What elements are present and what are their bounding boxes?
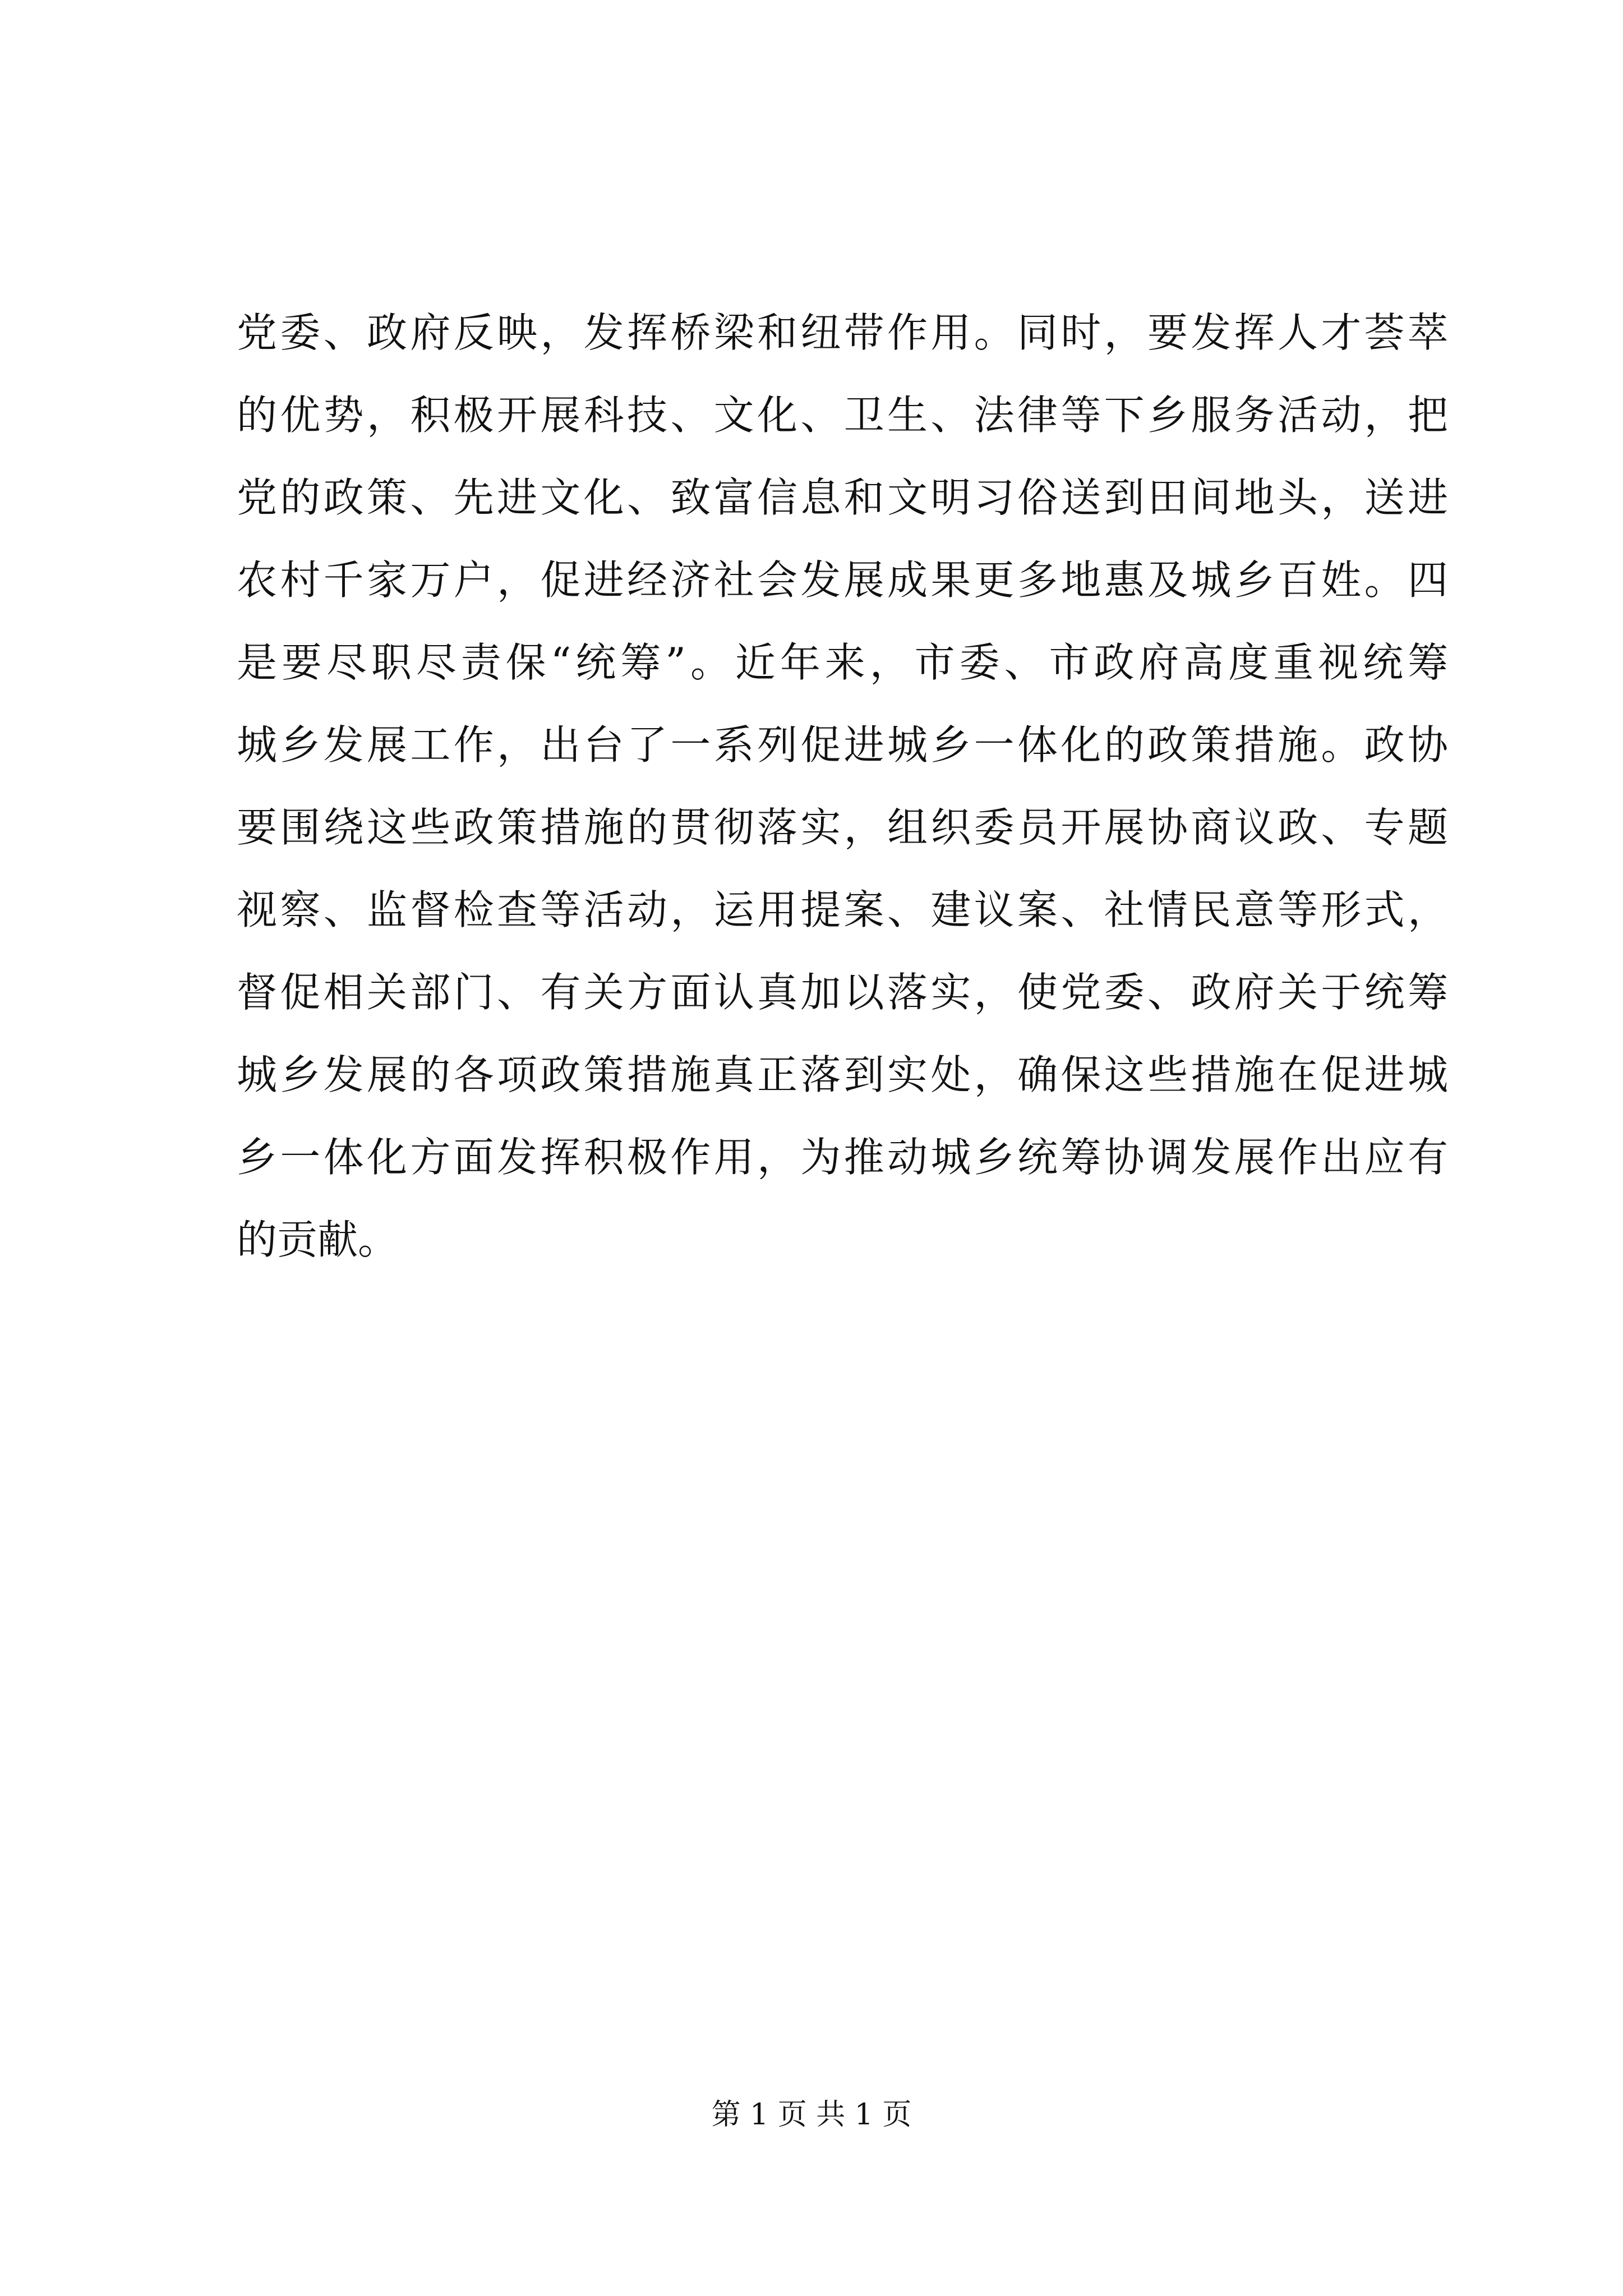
text-line: 党的政策、先进文化、致富信息和文明习俗送到田间地头，送进	[237, 474, 1448, 521]
text-line: 要围绕这些政策措施的贯彻落实，组织委员开展协商议政、专题	[237, 804, 1448, 851]
body-paragraph	[237, 292, 1448, 1281]
text-line: 党委、政府反映，发挥桥梁和纽带作用。同时，要发挥人才荟萃	[237, 309, 1448, 356]
text-line: 督促相关部门、有关方面认真加以落实，使党委、政府关于统筹	[237, 969, 1448, 1016]
text-line: 乡一体化方面发挥积极作用，为推动城乡统筹协调发展作出应有	[237, 1134, 1448, 1181]
text-line: 视察、监督检查等活动，运用提案、建议案、社情民意等形式，	[237, 886, 1448, 933]
page-number-footer: 第 1 页 共 1 页	[711, 2098, 912, 2132]
text-line: 农村千家万户，促进经济社会发展成果更多地惠及城乡百姓。四	[237, 556, 1448, 604]
text-line: 的贡献。	[237, 1216, 399, 1263]
text-line: 城乡发展工作，出台了一系列促进城乡一体化的政策措施。政协	[237, 721, 1448, 769]
text-line: 城乡发展的各项政策措施真正落到实处，确保这些措施在促进城	[237, 1051, 1448, 1098]
text-line: 的优势，积极开展科技、文化、卫生、法律等下乡服务活动，把	[237, 392, 1448, 439]
text-line: 是要尽职尽责保“统筹”。近年来，市委、市政府高度重视统筹	[237, 639, 1448, 686]
